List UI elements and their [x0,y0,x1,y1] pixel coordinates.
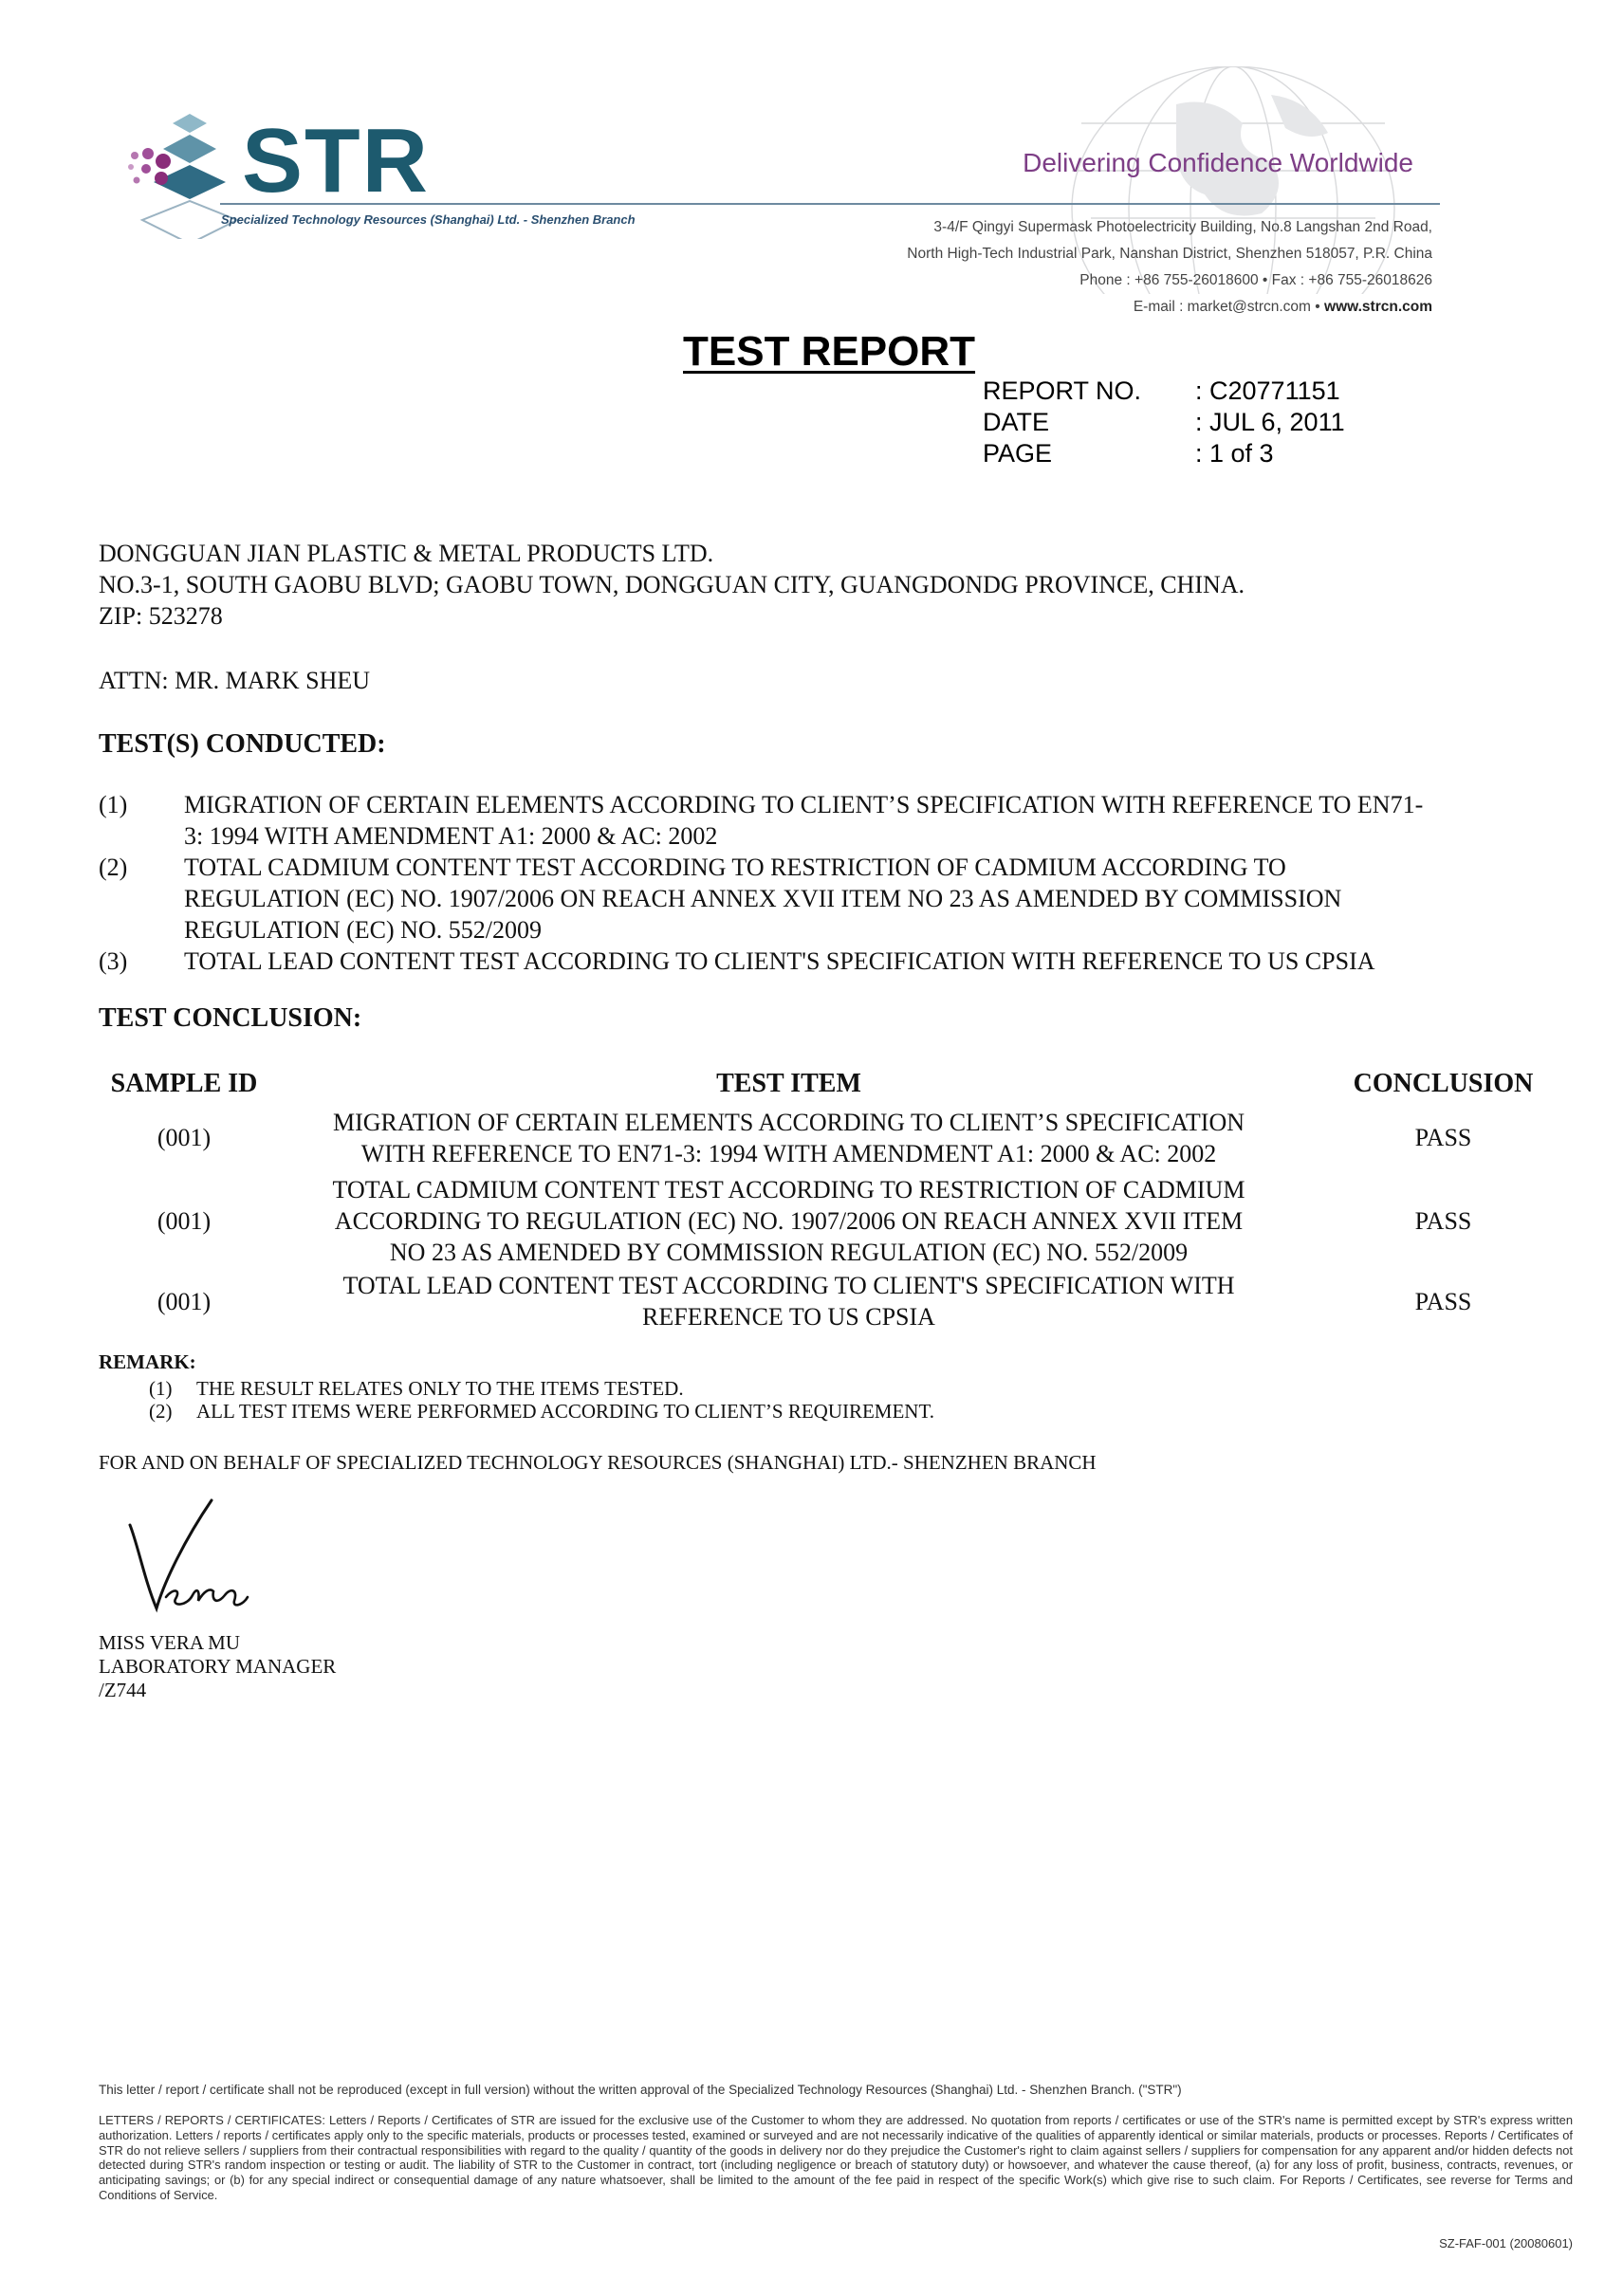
date-row [983,407,1345,438]
page-value: : 1 of 3 [1195,439,1274,468]
list-item-text [184,852,1578,946]
column-header-conclusion: CONCLUSION [1353,1069,1534,1098]
list-item-text [184,946,1578,977]
address-line-1: 3-4/F Qingyi Supermask Photoelectricity Building, No.8 Langshan 2nd Road, [933,219,1432,235]
conclusion-cell: PASS [1414,1206,1472,1235]
header-divider [220,203,1440,205]
tagline: Delivering Confidence Worldwide [1023,148,1413,177]
signer-title: LABORATORY MANAGER [99,1655,337,1678]
address-email: E-mail : market@strcn.com • [1133,299,1320,315]
test-item-line: MIGRATION OF CERTAIN ELEMENTS ACCORDING TO CLIENT’S SPECIFICATION [332,1108,1245,1136]
list-item-number: (2) [99,854,128,881]
date-label: DATE [983,408,1050,436]
list-item-line: TOTAL CADMIUM CONTENT TEST ACCORDING TO RESTRICTION OF CADMIUM ACCORDING TO [184,854,1286,881]
test-item-cell [269,1270,1308,1332]
report-number-label: REPORT NO. [983,377,1142,405]
logo-subtitle: Specialized Technology Resources (Shanghai) Ltd. - Shenzhen Branch [221,212,636,227]
client-attn: ATTN: MR. MARK SHEU [99,667,371,694]
list-item [99,789,1578,852]
test-item-line: REFERENCE TO US CPSIA [642,1303,935,1331]
list-item [149,1400,934,1423]
remark-number: (2) [149,1400,173,1423]
table-header [99,1066,1578,1102]
company-address [816,214,1432,321]
list-item-line: REGULATION (EC) NO. 552/2009 [184,916,542,944]
test-conclusion-heading: TEST CONCLUSION: [99,1003,362,1033]
remark-text: ALL TEST ITEMS WERE PERFORMED ACCORDING TO CLIENT’S REQUIREMENT. [196,1400,934,1423]
list-item [99,852,1578,946]
remark-heading: REMARK: [99,1350,196,1373]
test-item-line: TOTAL CADMIUM CONTENT TEST ACCORDING TO RESTRICTION OF CADMIUM [332,1175,1245,1203]
form-code: SZ-FAF-001 (20080601) [1439,2236,1573,2250]
report-number-value: : C20771151 [1195,377,1340,405]
address-phone: Phone : +86 755-26018600 • Fax : +86 755-26018626 [1079,272,1432,288]
column-header-test-item: TEST ITEM [716,1069,861,1098]
client-address: NO.3-1, SOUTH GAOBU BLVD; GAOBU TOWN, DONGGUAN CITY, GUANGDONDG PROVINCE, CHINA. [99,571,1245,598]
signer-block [99,1631,336,1702]
sample-id-cell: (001) [157,1206,212,1235]
client-name: DONGGUAN JIAN PLASTIC & METAL PRODUCTS LTD. [99,540,714,567]
test-item-line: ACCORDING TO REGULATION (EC) NO. 1907/2006 ON REACH ANNEX XVII ITEM [334,1206,1244,1235]
client-zip: ZIP: 523278 [99,602,223,630]
handwritten-signature [119,1487,280,1629]
conclusion-cell: PASS [1414,1287,1472,1315]
column-header-sample-id: SAMPLE ID [110,1069,258,1098]
remark-list [149,1377,934,1423]
page-row [983,438,1345,469]
on-behalf-statement: FOR AND ON BEHALF OF SPECIALIZED TECHNOLOGY RESOURCES (SHANGHAI) LTD.- SHENZHEN BRANCH [99,1451,1097,1474]
website-link[interactable]: www.strcn.com [1324,299,1432,315]
signer-reference: /Z744 [99,1679,147,1701]
signer-name: MISS VERA MU [99,1631,240,1654]
conclusion-cell: PASS [1414,1124,1472,1151]
str-logo [114,106,645,239]
page-title: TEST REPORT [683,328,976,375]
list-item [99,946,1578,977]
client-block [99,538,1245,632]
list-item [149,1377,934,1400]
tests-conducted-heading: TEST(S) CONDUCTED: [99,729,386,759]
list-item-text [184,789,1578,852]
test-item-line: WITH REFERENCE TO EN71-3: 1994 WITH AMENDMENT A1: 2000 & AC: 2002 [360,1139,1217,1167]
table-row [99,1102,1578,1173]
address-contact [816,294,1432,321]
list-item-number: (3) [99,947,128,975]
sample-id-cell: (001) [157,1124,212,1151]
list-item-line: REGULATION (EC) NO. 1907/2006 ON REACH ANNEX XVII ITEM NO 23 AS AMENDED BY COMMISSION [184,885,1342,912]
address-line-2: North High-Tech Industrial Park, Nanshan District, Shenzhen 518057, P.R. China [907,246,1432,262]
remark-number: (1) [149,1377,173,1400]
list-item-number: (1) [99,791,128,818]
conclusion-table [99,1066,1578,1334]
list-item-line: TOTAL LEAD CONTENT TEST ACCORDING TO CLIENT'S SPECIFICATION WITH REFERENCE TO US CPSIA [184,947,1375,975]
test-item-line: TOTAL LEAD CONTENT TEST ACCORDING TO CLIENT'S SPECIFICATION WITH [342,1272,1235,1299]
remark-text: THE RESULT RELATES ONLY TO THE ITEMS TESTED. [196,1377,684,1400]
report-number-row [983,376,1345,407]
test-item-cell [269,1174,1308,1268]
list-item-line: 3: 1994 WITH AMENDMENT A1: 2000 & AC: 2002 [184,822,718,850]
footer-terms: LETTERS / REPORTS / CERTIFICATES: Letters / Reports / Certificates of STR are issued for the exclusive use of the Customer to whom they are addressed. No quotation from reports / certificates or use of the STR's name is permitted except by STR's express written authorization. Letters / reports / certificates apply only to the specific materials, products or processes tested, examined or surveyed and are not necessarily indicative of the qualities of apparently identical or similar materials, products or processes. Reports / Certificates of STR do not relieve sellers / suppliers from their contractual responsibilities with regard to the quality / quantity of the goods in delivery nor do they prejudice the Customer's right to claim against sellers / suppliers for compensation for any apparent and/or hidden defects not detected during STR's random inspection or testing or audit. The liability of STR to the Customer in contract, tort (including negligence or breach of statutory duty) or howsoever, and whatever the cause thereof, (a) for any loss of profit, business, contracts, revenues, or anticipating savings; or (b) for any special indirect or consequential damage of any nature whatsoever, shall be limited to the amount of the fee paid in respect of the specific Work(s) which give rise to such claim. For Reports / Certificates, see reverse for Terms and Conditions of Service. [99,2113,1573,2202]
table-row [99,1173,1578,1268]
date-value: : JUL 6, 2011 [1195,408,1345,436]
tests-conducted-list [99,789,1578,977]
sample-id-cell: (001) [157,1287,212,1315]
test-item-line: NO 23 AS AMENDED BY COMMISSION REGULATION (EC) NO. 552/2009 [389,1238,1189,1266]
test-item-cell [269,1107,1308,1169]
footer-reproduction-note: This letter / report / certificate shall not be reproduced (except in full version) without the written approval of the Specialized Technology Resources (Shanghai) Ltd. - Shenzhen Branch. ("STR") [99,2083,1182,2097]
report-meta [983,376,1345,469]
table-row [99,1268,1578,1334]
list-item-line: MIGRATION OF CERTAIN ELEMENTS ACCORDING TO CLIENT’S SPECIFICATION WITH REFERENCE TO EN71- [184,791,1424,818]
logo-wordmark: STR [242,110,430,211]
page-label: PAGE [983,439,1053,468]
